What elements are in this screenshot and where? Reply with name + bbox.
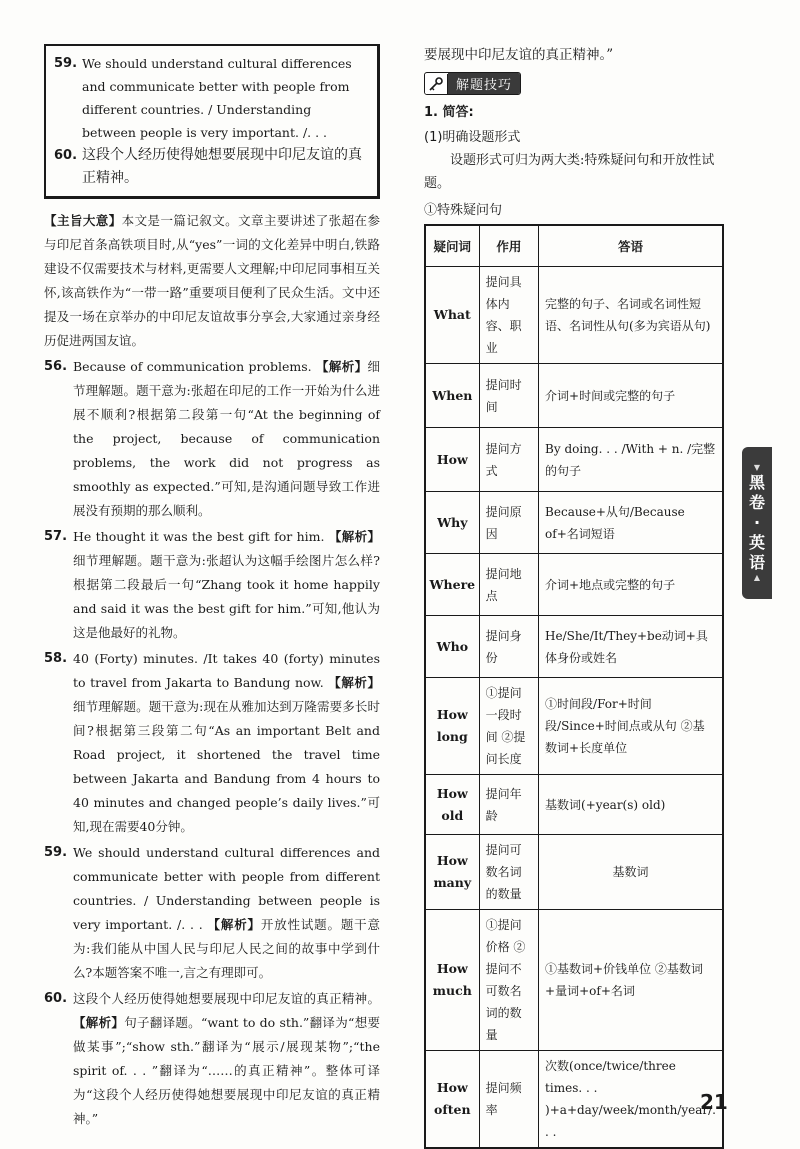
item-number: 59. <box>54 56 78 71</box>
question-word: When <box>425 364 479 428</box>
answer-cell: 基数词 <box>539 835 723 910</box>
table-row <box>425 910 723 1051</box>
tips-badge <box>424 72 521 95</box>
table-row <box>425 1051 723 1149</box>
question-word: Why <box>425 492 479 554</box>
summary-text: 本文是一篇记叙文。文章主要讲述了张超在参与印尼首条高铁项目时,从“yes”一词的文化差异中明白,铁路建设不仅需要技术与材料,更需要人文理解;中印尼同事相互关怀,该高铁作为“一带一路”重要项目便利了民众生活。文中还提及一场在京举办的中印尼友谊故事分享会,大家通过亲身经历促进两国友谊。 <box>44 213 380 348</box>
header-answer: 答语 <box>539 225 723 267</box>
question-word: Who <box>425 616 479 678</box>
answer-text: 40 (Forty) minutes. /It takes 40 (forty) minutes to travel from Jakarta to Bandung now. <box>73 651 380 690</box>
analysis-text: 句子翻译题。“want to do sth.”翻译为“想要做某事”;“show sth.”翻译为“展示/展现某物”;“the spirit of. . . ”翻译为“……的真正精神”。整体可译为“这段个人经历使得她想要展现中印尼友谊的真正精神。” <box>73 1015 380 1126</box>
question-word: How long <box>425 678 479 775</box>
analysis-text: 细节理解题。题干意为:张超在印尼的工作一开始为什么进展不顺利?根据第二段第一句“At the beginning of the project, because of communication problems, the work did not progress as smoothly as expected.”可知,是沟通问题导致工作进展没有预期的那么顺利。 <box>73 359 380 518</box>
answer-cell: 介词+时间或完整的句子 <box>539 364 723 428</box>
header-question-word: 疑问词 <box>425 225 479 267</box>
section-side-tab <box>742 447 772 599</box>
analysis-text: 开放性试题。题干意为:我们能从中国人民与印尼人民之间的故事中学到什么?本题答案不唯一,言之有理即可。 <box>73 917 380 980</box>
summary-paragraph <box>44 209 380 353</box>
answer-text: Because of communication problems. <box>73 359 316 374</box>
answer-text: He thought it was the best gift for him. <box>73 529 329 544</box>
answer-text: We should understand cultural differences and communicate better with people from different countries. / Understanding between people is very important. /. . . <box>73 845 380 932</box>
question-word: How much <box>425 910 479 1051</box>
answer-59 <box>44 841 380 985</box>
function-cell: ①提问价格 ②提问不可数名词的数量 <box>479 910 538 1051</box>
right-column <box>424 44 724 1149</box>
header-function: 作用 <box>479 225 538 267</box>
question-word: How often <box>425 1051 479 1149</box>
answer-number: 56. <box>44 359 68 374</box>
item-text: We should understand cultural differences and communicate better with people from different countries. / Understanding between people is very important. /. . . <box>82 56 352 140</box>
function-cell: ①提问一段时间 ②提问长度 <box>479 678 538 775</box>
analysis-tag: 【解析】 <box>328 675 380 690</box>
table-row <box>425 775 723 835</box>
left-column <box>44 44 380 1131</box>
answer-58 <box>44 647 380 839</box>
function-cell: 提问方式 <box>479 428 538 492</box>
key-icon <box>425 74 448 94</box>
question-word: How many <box>425 835 479 910</box>
summary-tag: 【主旨大意】 <box>44 213 122 228</box>
answer-number: 60. <box>44 991 68 1006</box>
answer-cell: 次数(once/twice/three times. . . )+a+day/week/month/year/. . . <box>539 1051 723 1149</box>
answer-number: 58. <box>44 651 68 666</box>
table-row <box>425 364 723 428</box>
table-row <box>425 678 723 775</box>
subsection-heading: (1)明确设题形式 <box>424 130 521 145</box>
question-word: How <box>425 428 479 492</box>
section-heading: 1. 简答: <box>424 105 474 120</box>
tab-char: 卷 <box>748 493 765 512</box>
answer-cell: ①时间段/For+时间段/Since+时间点或从句 ②基数词+长度单位 <box>539 678 723 775</box>
table-row <box>425 267 723 364</box>
analysis-tag: 【解析】 <box>207 917 261 932</box>
list-label: ①特殊疑问句 <box>424 203 503 218</box>
page-number: 21 <box>700 1090 728 1114</box>
question-word: What <box>425 267 479 364</box>
answer-cell: By doing. . . /With + n. /完整的句子 <box>539 428 723 492</box>
question-word: How old <box>425 775 479 835</box>
table-row <box>425 428 723 492</box>
chevron-up-icon: ▲ <box>753 573 761 582</box>
answer-number: 59. <box>44 845 68 860</box>
question-word-table <box>424 224 724 1149</box>
function-cell: 提问具体内容、职业 <box>479 267 538 364</box>
box-item-59 <box>54 52 369 144</box>
tab-char: 英 <box>748 533 765 552</box>
box-item-60 <box>54 144 369 190</box>
answer-cell: Because+从句/Because of+名词短语 <box>539 492 723 554</box>
answer-cell: 完整的句子、名词或名词性短语、名词性从句(多为宾语从句) <box>539 267 723 364</box>
answer-57 <box>44 525 380 645</box>
answer-cell: He/She/It/They+be动词+具体身份或姓名 <box>539 616 723 678</box>
table-row <box>425 492 723 554</box>
answer-text: 这段个人经历使得她想要展现中印尼友谊的真正精神。 <box>73 991 380 1006</box>
table-row <box>425 835 723 910</box>
description: 设题形式可归为两大类:特殊疑问句和开放性试题。 <box>424 153 715 191</box>
chevron-down-icon: ▼ <box>753 463 761 472</box>
answer-box <box>44 44 380 199</box>
tab-dot: · <box>753 513 761 532</box>
tips-label: 解题技巧 <box>448 73 520 94</box>
analysis-tag: 【解析】 <box>328 529 380 544</box>
function-cell: 提问时间 <box>479 364 538 428</box>
function-cell: 提问地点 <box>479 554 538 616</box>
analysis-text: 细节理解题。题干意为:现在从雅加达到万隆需要多长时间?根据第三段第二句“As an important Belt and Road project, it shortened the travel time between Jakarta and Bandung from 4 hours to 40 minutes and changed people’s daily lives.”可知,现在需要40分钟。 <box>73 699 380 834</box>
table-row <box>425 616 723 678</box>
tab-char: 黑 <box>748 473 765 492</box>
table-row <box>425 554 723 616</box>
analysis-text: 细节理解题。题干意为:张超认为这幅手绘图片怎么样?根据第二段最后一句“Zhang took it home happily and said it was the best gift for him.”可知,他认为这是他最好的礼物。 <box>73 553 380 640</box>
question-word: Where <box>425 554 479 616</box>
continued-text: 要展现中印尼友谊的真正精神。” <box>424 47 614 63</box>
analysis-tag: 【解析】 <box>315 359 368 374</box>
function-cell: 提问频率 <box>479 1051 538 1149</box>
tab-char: 语 <box>748 553 765 572</box>
function-cell: 提问身份 <box>479 616 538 678</box>
function-cell: 提问年龄 <box>479 775 538 835</box>
answer-cell: ①基数词+价钱单位 ②基数词+量词+of+名词 <box>539 910 723 1051</box>
answer-56 <box>44 355 380 523</box>
answer-cell: 基数词(+year(s) old) <box>539 775 723 835</box>
answer-60 <box>44 987 380 1131</box>
function-cell: 提问可数名词的数量 <box>479 835 538 910</box>
answer-cell: 介词+地点或完整的句子 <box>539 554 723 616</box>
answer-number: 57. <box>44 529 68 544</box>
function-cell: 提问原因 <box>479 492 538 554</box>
item-number: 60. <box>54 148 78 163</box>
item-text: 这段个人经历使得她想要展现中印尼友谊的真正精神。 <box>82 147 362 186</box>
analysis-tag: 【解析】 <box>73 1015 125 1030</box>
